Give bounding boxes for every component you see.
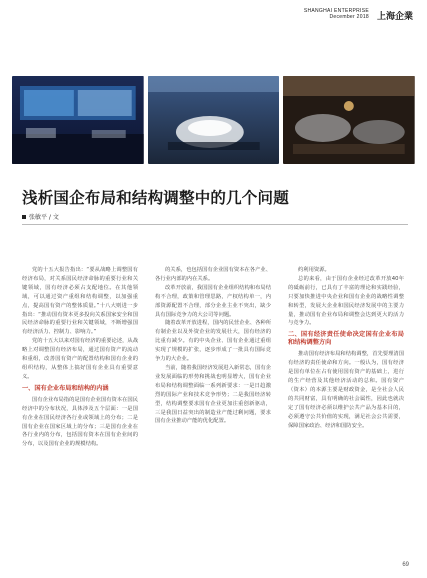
byline-square-icon [22, 215, 26, 219]
divider [22, 224, 408, 225]
paragraph: 的关系，也包括国有企业国有资本在各产业、各行业内部的内在关系。 [155, 267, 271, 282]
column-1 [22, 266, 138, 449]
masthead-en-line1: SHANGHAI ENTERPRISE [303, 8, 369, 14]
paragraph: 党的十五大报告指出：“要从战略上调整国有经济布局，对关系国民经济命脉的重要行业和关键领域，国有经济必须占支配地位。在其他领域，可以通过资产重组和结构调整，以加强重点，提高国有资产的整体质量。”十八大则进一步指出：“推动国有资本更多投向关系国家安全和国民经济命脉的重要行业和关键领域，不断增强国有经济活力、控制力、影响力。” [22, 267, 138, 336]
masthead [304, 8, 413, 20]
photo-control-room [12, 76, 144, 164]
masthead-logo: 上海企業 [376, 12, 413, 22]
page-number: 69 [402, 562, 409, 568]
photo-strip [12, 76, 415, 164]
column-2 [155, 266, 271, 426]
column-3 [288, 266, 404, 431]
paragraph: 当前，随着我国经济发展进入新常态，国有企业发展面临的形势和挑战也明显增大，国有企业布局和结构调整面临一系列新要求：一是日趋激烈的国际产业和技术竞争形势；二是我国经济转型，结构调整要求国有企业更加注重创新驱动，三是我国日益突出的制造业产能过剩问题，要求国有企业推动产能的优化配置。 [155, 364, 271, 425]
section-heading: 一、国有企业布局和结构的内涵 [22, 384, 109, 392]
paragraph: 总的来看，由于国有企业经过改革开放40年的砥砺前行，已具有了丰富的理论和实践经验，只要加快推进中央企业和国有企业的战略性调整和转型，发展大企业和国民经济发展中的主要力量，推动国有企业布局和调整会达到更大的活力与竞争力。 [288, 275, 404, 327]
article-title: 浅析国企布局和结构调整中的几个问题 [22, 189, 289, 207]
paragraph: 随着改革开放进程，国内的民营企业、各种所有制企业以及外资企业的发展壮大，国有经济的比重有减少。有的中央企业、国有企业通过重组实现了规模的扩张，逐步形成了一批具有国际竞争力的大企业。 [155, 320, 271, 363]
paragraph: 改革开放前，我国国有企业组织结构和布局结构不合理，政策和管理思路，产权结构单一，内部资源配置不合理，部分企业主业不突出，缺少具有国际竞争力的大公司等问题。 [155, 284, 271, 318]
paragraph: 约利用资源。 [298, 267, 330, 273]
byline-author: 张敏平 / 文 [29, 214, 59, 221]
masthead-en-line2: December 2018 [329, 14, 369, 20]
byline [22, 212, 59, 221]
photo-assembly-line [283, 76, 415, 164]
masthead-english [304, 8, 369, 20]
paragraph: 国有企业布局指的是国有企业国有资本在国民经济中的分布状况，具体涉及五个层面：一是国有企业在国民经济各行业或领域上的分布；二是国有企业在国家区域上的分布；三是国有企业在各行业内的分布，包括国有资本在国有企业间的分布，以及国有企业的规模结构。 [22, 396, 138, 448]
section-heading: 二、国有经济责任使命决定国有企业布局和结构调整方向 [288, 331, 404, 347]
paragraph: 推动国有经济布局和结构调整，首先要理清国有经济的责任使命和方向。一般认为，国有经济是国有单位在占有使用国有资产的基础上，进行的生产经营及其他经济活动的总和。国有资产（资本）的本源主要是财政资金，是全社会人民的共同财富，具有明确的社会属性，因此也就决定了国有经济必须以维护公共产品为基本目的，必须遵守公共价值的实现，满足社会公共需要，保障国家政治、经济和国防安全。 [288, 351, 404, 429]
photo-factory [148, 76, 280, 164]
paragraph: 党的十五大以来对国有经济的重要论述，从战略上对调整国有经济布局，通过国有资产的流动和重组，改善国有资产的配置结构和国有企业的组织结构，从整体上搞好国有企业具有重要意义。 [22, 338, 138, 380]
